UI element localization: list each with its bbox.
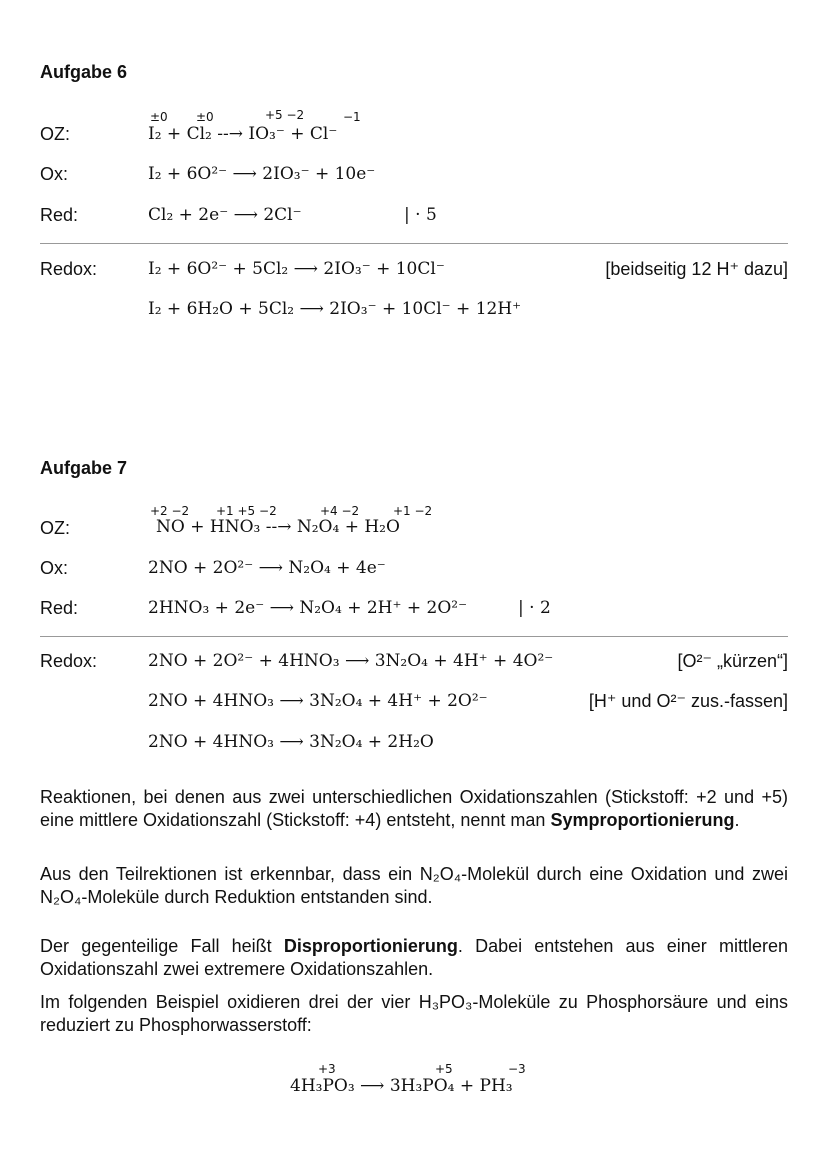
oz-mark: ±0: [196, 110, 214, 124]
red-factor: | · 5: [404, 205, 437, 225]
redox-label: Redox:: [40, 259, 98, 279]
red-label: Red:: [40, 598, 79, 618]
paragraph-symproportionierung: Reaktionen, bei denen aus zwei unterschiedlichen Oxidationszahlen (Stickstoff: +2 und +5) eine mittlere Oxidationszahl (Stickstoff: +4) entsteht, nennt man Symproportionierung.: [40, 787, 788, 830]
redox-equation: 2NO + 2O²⁻ + 4HNO₃ ⟶ 3N₂O₄ + 4H⁺ + 4O²⁻: [148, 651, 554, 671]
term-disproportionierung: Disproportionierung: [283, 936, 458, 956]
paragraph-beispiel: Im folgenden Beispiel oxidieren drei der vier H₃PO₃-Moleküle zu Phosphorsäure und eins reduziert zu Phosphorwasserstoff:: [40, 992, 788, 1035]
heading-aufgabe-7: Aufgabe 7: [40, 458, 128, 478]
oz-mark: +2 −2: [150, 504, 190, 518]
oz-mark: −1: [343, 110, 361, 124]
ox-label: Ox:: [40, 558, 69, 578]
divider: [40, 636, 788, 637]
oz-label: OZ:: [40, 518, 70, 538]
oz-mark: ±0: [150, 110, 168, 124]
redox-note: [H⁺ und O²⁻ zus.-fassen]: [588, 691, 788, 711]
oz-mark: +5: [435, 1062, 453, 1076]
redox-equation: I₂ + 6H₂O + 5Cl₂ ⟶ 2IO₃⁻ + 10Cl⁻ + 12H⁺: [148, 299, 522, 319]
heading-aufgabe-6: Aufgabe 6: [40, 62, 128, 82]
oz-mark: +3: [318, 1062, 336, 1076]
red-factor: | · 2: [518, 598, 551, 618]
redox-note: [O²⁻ „kürzen“]: [677, 651, 788, 671]
red-equation: 2HNO₃ + 2e⁻ ⟶ N₂O₄ + 2H⁺ + 2O²⁻: [148, 598, 468, 618]
paragraph-teilreaktionen: Aus den Teilrektionen ist erkennbar, dass ein N₂O₄-Molekül durch eine Oxidation und zwei N₂O₄-Moleküle durch Reduktion entstanden sind.: [40, 864, 788, 907]
oz-mark: −3: [508, 1062, 526, 1076]
ox-label: Ox:: [40, 164, 69, 184]
redox-equation: I₂ + 6O²⁻ + 5Cl₂ ⟶ 2IO₃⁻ + 10Cl⁻: [148, 259, 445, 279]
final-equation: 4H₃PO₃ ⟶ 3H₃PO₄ + PH₃: [290, 1076, 513, 1096]
redox-equation: 2NO + 4HNO₃ ⟶ 3N₂O₄ + 2H₂O: [148, 732, 434, 752]
ox-equation: 2NO + 2O²⁻ ⟶ N₂O₄ + 4e⁻: [148, 558, 386, 578]
red-equation: Cl₂ + 2e⁻ ⟶ 2Cl⁻: [148, 205, 302, 225]
red-label: Red:: [40, 205, 79, 225]
redox-equation: 2NO + 4HNO₃ ⟶ 3N₂O₄ + 4H⁺ + 2O²⁻: [148, 691, 488, 711]
divider: [40, 243, 788, 244]
redox-label: Redox:: [40, 651, 98, 671]
ox-equation: I₂ + 6O²⁻ ⟶ 2IO₃⁻ + 10e⁻: [148, 164, 376, 184]
oz-mark: +1 +5 −2: [216, 504, 277, 518]
oz-equation: I₂ + Cl₂ --→ IO₃⁻ + Cl⁻: [148, 124, 338, 144]
oz-mark: +1 −2: [393, 504, 433, 518]
redox-note: [beidseitig 12 H⁺ dazu]: [605, 259, 788, 279]
oz-label: OZ:: [40, 124, 70, 144]
oz-mark: +4 −2: [320, 504, 360, 518]
paragraph-disproportionierung: Der gegenteilige Fall heißt Disproportionierung. Dabei entstehen aus einer mittleren Oxidationszahl zwei extremere Oxidationszahlen.: [40, 936, 788, 979]
term-symproportionierung: Symproportionierung: [550, 810, 735, 830]
oz-mark: +5 −2: [265, 108, 305, 122]
oz-equation: NO + HNO₃ --→ N₂O₄ + H₂O: [156, 517, 400, 537]
